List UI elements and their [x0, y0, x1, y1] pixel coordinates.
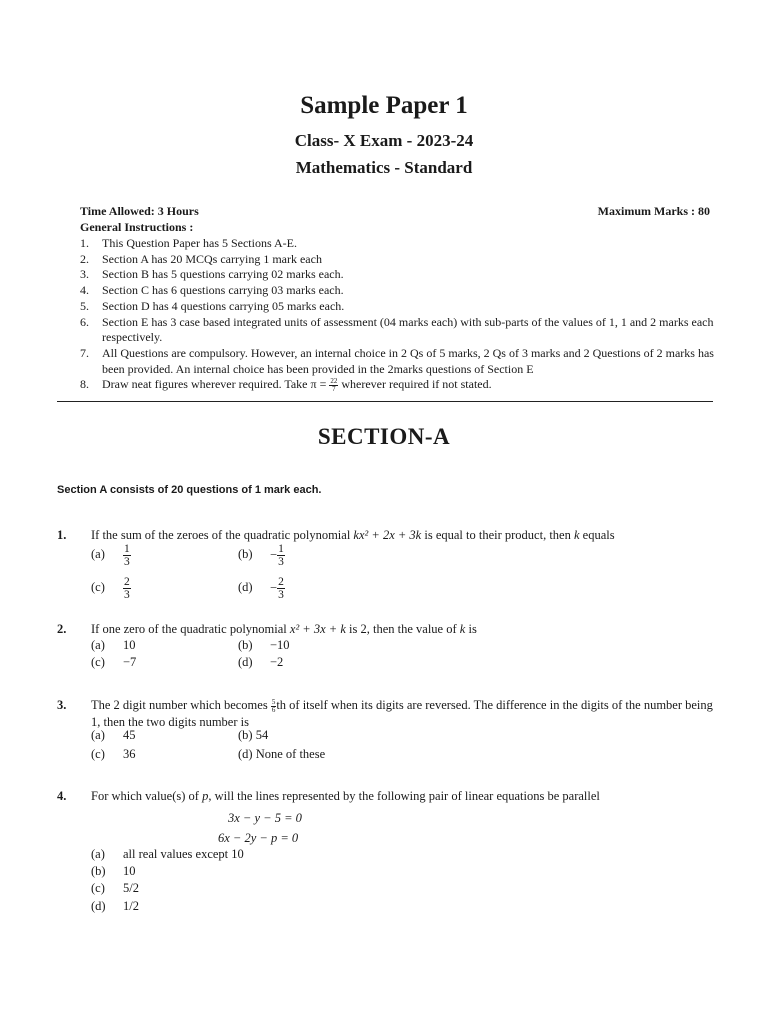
- instruction-item: [80, 252, 716, 268]
- option-value: 45: [123, 728, 136, 742]
- option-value: 10: [123, 864, 136, 878]
- question-number: 2.: [57, 622, 67, 636]
- option-value: all real values except 10: [123, 847, 244, 861]
- option-c[interactable]: [91, 881, 139, 896]
- question-text-after: , will the lines represented by the following pair of linear equations be parallel: [208, 789, 600, 803]
- fraction-denominator: 6: [271, 705, 276, 714]
- option-a[interactable]: [91, 638, 136, 653]
- question-text: [91, 527, 717, 544]
- instruction-item: [80, 377, 716, 393]
- question-text: [91, 621, 717, 638]
- option-label: (a): [91, 728, 105, 742]
- option-label: (b): [238, 638, 253, 652]
- question-text-before: If one zero of the quadratic polynomial: [91, 622, 287, 636]
- option-label: (c): [91, 881, 105, 895]
- option-c[interactable]: [91, 576, 131, 601]
- option-sign: −: [270, 547, 278, 562]
- instruction-text: Section E has 3 case based integrated units of assessment (04 marks each) with sub-parts of the values of 1, 1 and 2 marks each respectively.: [102, 314, 714, 345]
- fraction-numerator: 5: [271, 697, 276, 706]
- option-fraction: [277, 543, 285, 568]
- instruction-text: This Question Paper has 5 Sections A-E.: [102, 236, 297, 250]
- option-sign: −: [270, 580, 278, 595]
- question-text: [91, 788, 717, 805]
- option-label: (d): [238, 655, 253, 669]
- option-value: None of these: [255, 747, 326, 761]
- variable: p: [202, 789, 209, 803]
- option-b[interactable]: [238, 638, 290, 653]
- option-label: (d): [238, 747, 253, 761]
- option-value: 36: [123, 747, 136, 761]
- fraction-denominator: 3: [278, 589, 284, 601]
- time-allowed: Time Allowed: 3 Hours: [80, 204, 199, 218]
- option-a[interactable]: [91, 728, 136, 743]
- polynomial-expression: x² + 3x + k: [289, 622, 346, 636]
- option-label: (a): [91, 638, 105, 652]
- option-value: −2: [270, 655, 284, 669]
- question-text-after: th of itself when its digits are reversed. The difference in the digits of the number being 1, then the two digits number is: [91, 698, 713, 729]
- option-value: −10: [270, 638, 290, 652]
- option-label: (a): [91, 847, 105, 861]
- question-text-before: The 2 digit number which becomes: [91, 698, 268, 712]
- option-label: (b): [238, 728, 253, 742]
- option-label: (d): [91, 899, 106, 913]
- instruction-number: 7.: [80, 345, 89, 360]
- instruction-number: 1.: [80, 236, 89, 250]
- option-d[interactable]: [238, 655, 283, 670]
- instruction-number: 6.: [80, 314, 89, 329]
- option-value: −7: [123, 655, 137, 669]
- fraction-numerator: 2: [124, 576, 130, 588]
- instruction-item: [80, 299, 716, 315]
- question-number: 1.: [57, 528, 67, 542]
- fraction-denominator: 3: [124, 589, 130, 601]
- fraction-numerator: 2: [278, 576, 284, 588]
- variable: k: [573, 528, 580, 542]
- instruction-item: [80, 346, 716, 377]
- fraction-numerator: 22: [330, 377, 338, 386]
- maximum-marks: Maximum Marks : 80: [597, 204, 710, 218]
- question-text-after: is 2, then the value of: [349, 622, 457, 636]
- equation-2: 6x − 2y − p = 0: [218, 831, 299, 845]
- question-text: [91, 697, 717, 731]
- fraction-denominator: 7: [332, 385, 336, 394]
- option-fraction: [277, 576, 285, 601]
- instruction-item: [80, 315, 716, 346]
- option-fraction: [123, 576, 131, 601]
- exam-meta: [80, 204, 710, 220]
- option-fraction: [123, 543, 131, 568]
- option-b[interactable]: [91, 864, 136, 879]
- instruction-text: All Questions are compulsory. However, an internal choice in 2 Qs of 5 marks, 2 Qs of 3 marks and 2 Questions of 2 marks has been provided. An internal choice has been provided in the 2marks questions of Section E: [102, 345, 714, 376]
- option-label: (c): [91, 655, 105, 669]
- equation-1: 3x − y − 5 = 0: [228, 811, 302, 825]
- instructions-list: [80, 236, 716, 393]
- option-d[interactable]: [238, 576, 285, 601]
- option-value: 54: [255, 728, 269, 742]
- pi-fraction: [329, 378, 338, 393]
- option-label: (b): [238, 547, 253, 562]
- fraction-numerator: 1: [124, 543, 130, 555]
- section-divider: [57, 401, 713, 402]
- option-label: (c): [91, 747, 105, 761]
- instruction-number: 3.: [80, 267, 89, 282]
- option-value: 10: [123, 638, 136, 652]
- option-label: (a): [91, 547, 105, 562]
- option-label: (d): [238, 580, 253, 595]
- variable: k: [459, 622, 466, 636]
- option-value: 1/2: [123, 899, 139, 913]
- subject-heading: Mathematics - Standard: [295, 158, 473, 177]
- fraction-denominator: 3: [124, 556, 130, 568]
- option-a[interactable]: [91, 847, 244, 862]
- question-text-before: For which value(s) of: [91, 789, 199, 803]
- option-c[interactable]: [91, 747, 136, 762]
- instruction-text: Section C has 6 questions carrying 03 marks each.: [102, 283, 344, 298]
- instruction-item: [80, 283, 716, 299]
- general-instructions-heading: General Instructions :: [80, 220, 194, 234]
- instruction-number: 5.: [80, 298, 89, 313]
- instruction-text-before: Draw neat figures wherever required. Take π =: [102, 377, 327, 392]
- instruction-text-after: wherever required if not stated.: [341, 377, 492, 392]
- instruction-item: [80, 236, 716, 252]
- instruction-text: Section A has 20 MCQs carrying 1 mark each: [102, 251, 322, 266]
- option-d[interactable]: [91, 899, 139, 914]
- instruction-item: [80, 267, 716, 283]
- option-d[interactable]: [238, 747, 325, 762]
- option-label: (c): [91, 580, 105, 595]
- question-text-after: is equal to their product, then: [424, 528, 571, 542]
- instruction-text: Section B has 5 questions carrying 02 marks each.: [102, 267, 344, 282]
- instruction-text: Section D has 4 questions carrying 05 marks each.: [102, 298, 345, 313]
- instruction-number: 4.: [80, 283, 89, 298]
- option-a[interactable]: [91, 543, 131, 568]
- class-exam-heading: Class- X Exam - 2023-24: [294, 131, 474, 150]
- instruction-number: 8.: [80, 377, 89, 392]
- option-b[interactable]: [238, 543, 285, 568]
- fraction-numerator: 1: [278, 543, 284, 555]
- section-note: Section A consists of 20 questions of 1 mark each.: [57, 484, 322, 496]
- polynomial-expression: kx² + 2x + 3k: [353, 528, 422, 542]
- option-b[interactable]: [238, 728, 268, 743]
- fraction-denominator: 3: [278, 556, 284, 568]
- question-text-before: If the sum of the zeroes of the quadratic polynomial: [91, 528, 351, 542]
- option-label: (b): [91, 864, 106, 878]
- question-text-end: is: [468, 622, 477, 636]
- option-value: 5/2: [123, 881, 139, 895]
- paper-title: Sample Paper 1: [300, 92, 468, 119]
- option-c[interactable]: [91, 655, 136, 670]
- question-number: 3.: [57, 698, 67, 712]
- question-text-end: equals: [582, 528, 615, 542]
- section-title: SECTION-A: [317, 424, 451, 449]
- question-number: 4.: [57, 789, 67, 803]
- instruction-number: 2.: [80, 251, 89, 266]
- instruction-text: [102, 377, 716, 393]
